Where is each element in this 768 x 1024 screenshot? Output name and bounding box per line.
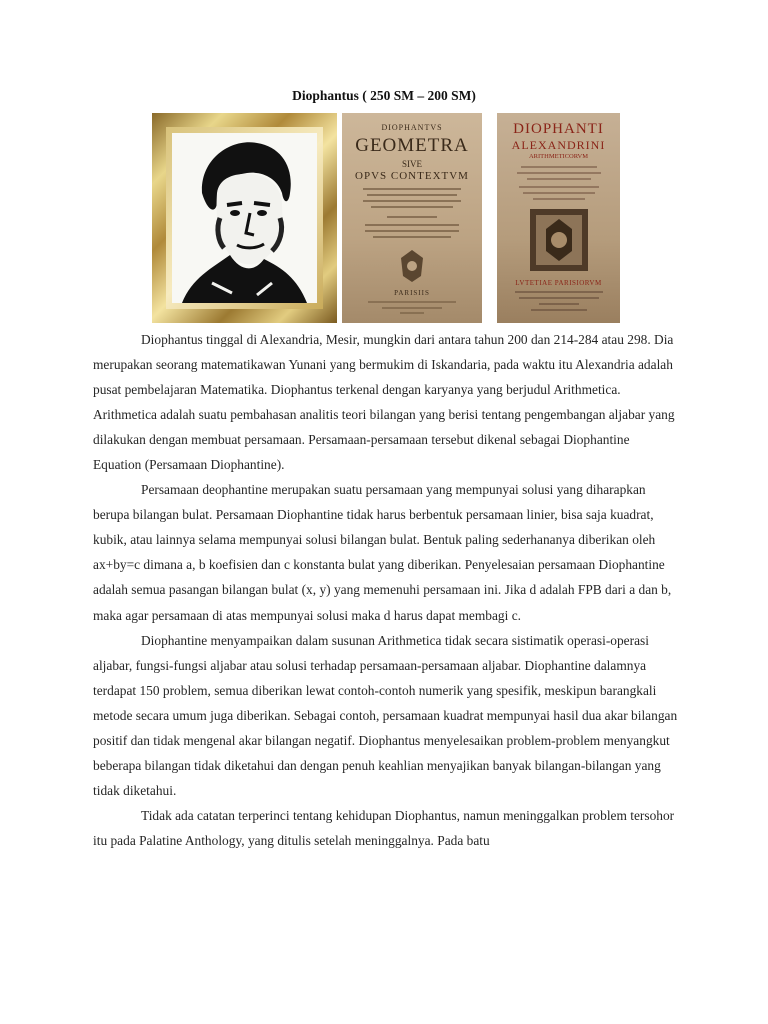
- book1-subtitle: OPVS CONTEXTVM: [355, 170, 469, 182]
- book1-title: GEOMETRA: [355, 135, 469, 156]
- arithmetica-book-cover-image: [497, 113, 620, 323]
- book2-imprint-lines: [509, 289, 609, 313]
- body-text: [93, 327, 678, 853]
- book1-imprint: PARISIIS: [394, 289, 430, 297]
- book1-sive: SIVE: [402, 159, 422, 169]
- page-title: Diophantus ( 250 SM – 200 SM): [292, 88, 476, 103]
- book2-text-block: [509, 163, 609, 203]
- book2-imprint: LVTETIAE PARISIORVM: [515, 279, 602, 287]
- book1-imprint-lines: [362, 299, 462, 315]
- book1-emblem-icon: [397, 248, 427, 289]
- paragraph: Persamaan deophantine merupakan suatu persamaan yang mempunyai solusi yang diharapkan berupa bilangan bulat. Persamaan Diophantine tidak harus berbentuk persamaan linier, bisa saja kuadrat, kubik, atau lainnya selama mempunyai solusi bilangan bulat. Bentuk paling sederhananya diberikan oleh ax+by=c dimana a, b koefisien dan c konstanta bulat yang diberikan. Penyelesaian persamaan Diophantine adalah semua pasangan bilangan bulat (x, y) yang memenuhi persamaan ini. Jika d adalah FPB dari a dan b, maka agar persamaan di atas mempunyai solusi maka d harus dapat membagi c.: [93, 482, 672, 623]
- book1-author: DIOPHANTVS: [381, 123, 443, 132]
- geometra-book-cover-image: [342, 113, 482, 323]
- book2-origin: ALEXANDRINI: [511, 138, 606, 152]
- book2-title: ARITHMETICORVM: [528, 153, 589, 160]
- paragraph: Tidak ada catatan terperinci tentang kehidupan Diophantus, namun meninggalkan problem tersohor itu pada Palatine Anthology, yang ditulis setelah meninggalnya. Pada batu: [93, 807, 675, 848]
- paragraph: Diophantine menyampaikan dalam susunan Arithmetica tidak secara sistimatik operasi-operasi aljabar, fungsi-fungsi aljabar atau solusi terhadap persamaan-persamaan aljabar. Diophantine dalamnya terdapat 150 problem, semua diberikan lewat contoh-contoh numerik yang spesifik, meskipun barangkali metode secara umum juga diberikan. Sebagai contoh, persamaan kuadrat mempunyai hasil dua akar bilangan positif dan tidak mengenal akar bilangan negatif. Diophantus menyelesaikan problem-problem menyangkut beberapa bilangan tidak diketahui dan dengan penuh keahlian menyajikan banyak bilangan-bilangan yang tidak diketahui.: [93, 632, 678, 798]
- diophantus-portrait-image: [172, 133, 317, 303]
- book2-author: DIOPHANTI: [513, 121, 604, 137]
- portrait-frame-image: [152, 113, 337, 323]
- book1-text-block: [357, 185, 467, 245]
- book2-printer-device-icon: [528, 207, 590, 278]
- image-row: [152, 113, 620, 323]
- paragraph: Diophantus tinggal di Alexandria, Mesir, mungkin dari antara tahun 200 dan 214-284 atau 298. Dia merupakan seorang matematikawan Yunani yang bermukim di Iskandaria, pada waktu itu Alexandria adalah pusat pembelajaran Matematika. Diophantus terkenal dengan karyanya yang berjudul Arithmetica. Arithmetica adalah suatu pembahasan analitis teori bilangan yang berisi tentang pengembangan aljabar yang dilakukan dengan membuat persamaan. Persamaan-persamaan tersebut dikenal sebagai Diophantine Equation (Persamaan Diophantine).: [93, 332, 675, 473]
